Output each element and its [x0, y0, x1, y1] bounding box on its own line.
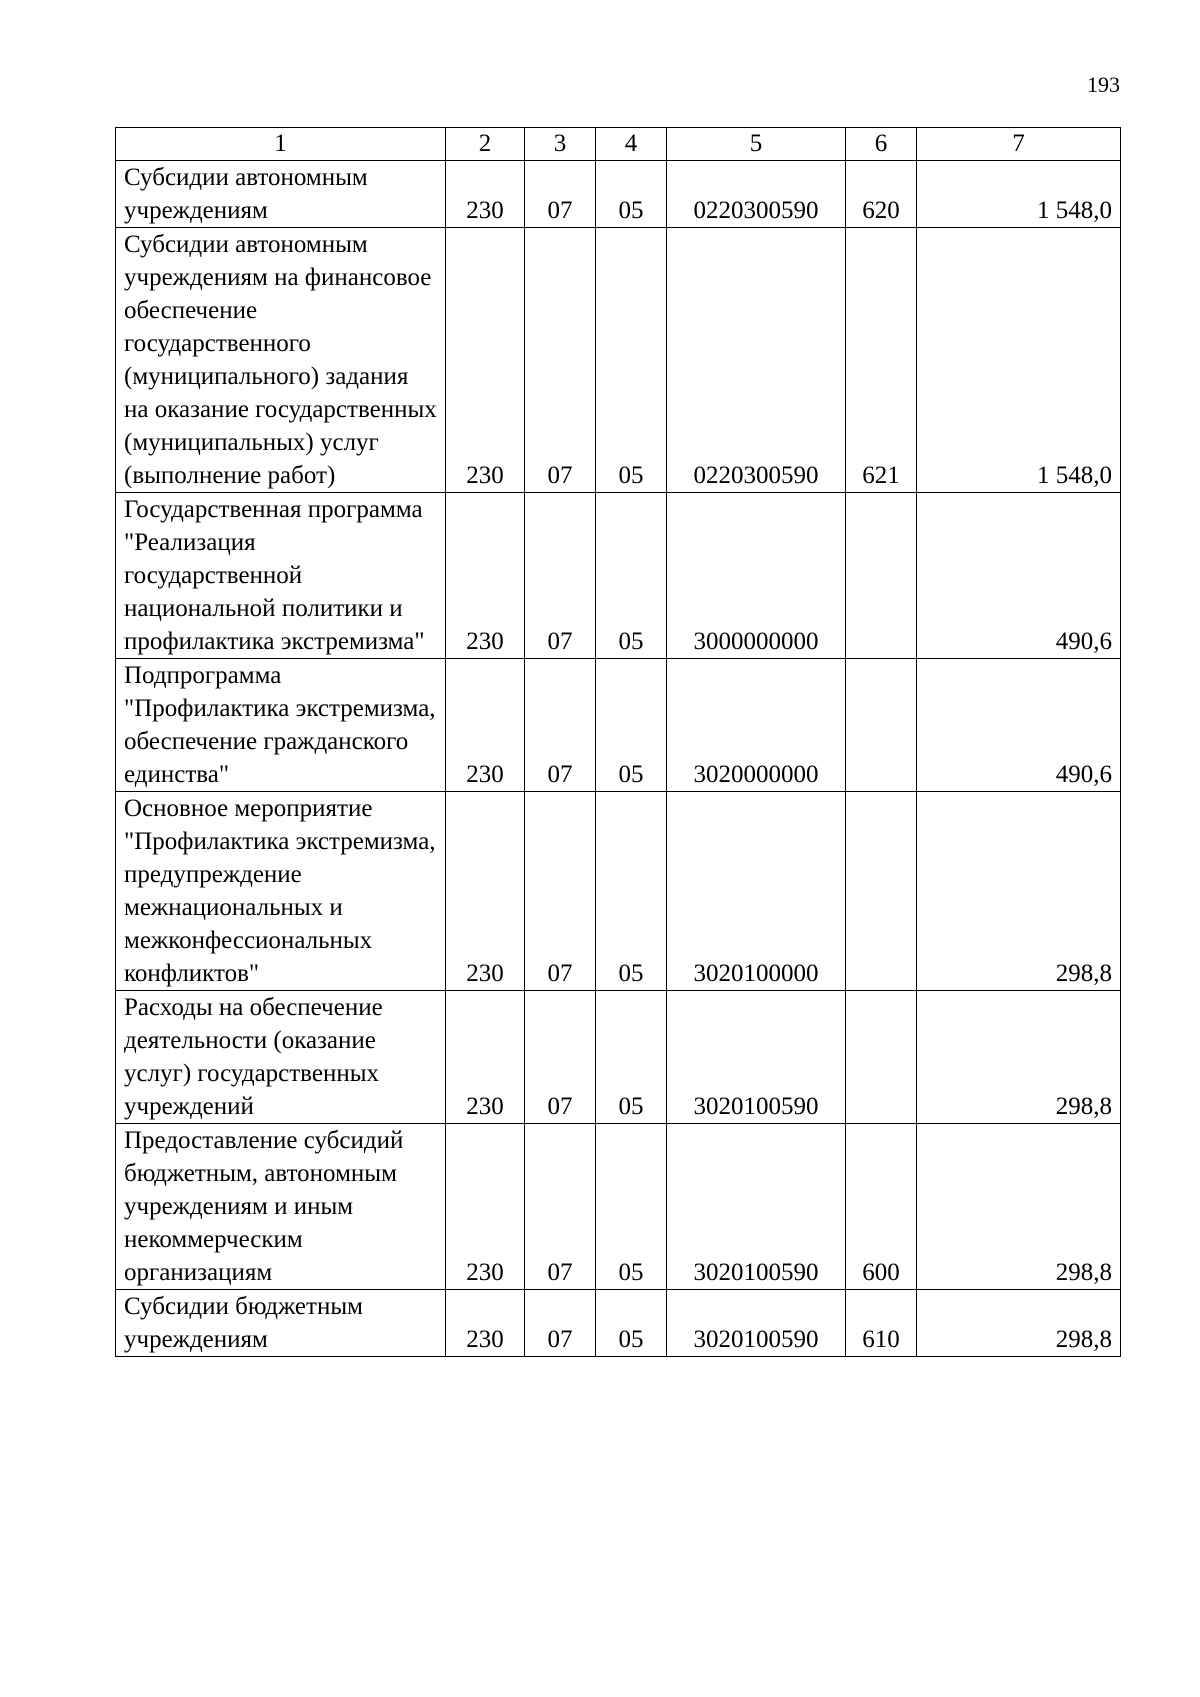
row-code-5: 3020000000 [667, 659, 846, 792]
row-code-5: 3000000000 [667, 493, 846, 659]
row-amount: 490,6 [917, 659, 1121, 792]
row-code-6: 620 [846, 161, 917, 228]
row-name: Субсидии автономным учреждениям на финансовое обеспечение государственного (муниципального) задания на оказание государственных (муниципальных) услуг (выполнение работ) [116, 228, 446, 493]
row-code-3: 07 [525, 493, 596, 659]
row-code-3: 07 [525, 1290, 596, 1357]
row-name: Предоставление субсидий бюджетным, автономным учреждениям и иным некоммерческим организациям [116, 1124, 446, 1290]
row-code-6 [846, 659, 917, 792]
row-code-3: 07 [525, 228, 596, 493]
table-row [116, 1290, 1121, 1357]
row-name: Субсидии бюджетным учреждениям [116, 1290, 446, 1357]
row-code-3: 07 [525, 991, 596, 1124]
row-code-6 [846, 792, 917, 991]
row-code-2: 230 [446, 1124, 525, 1290]
table-row [116, 659, 1121, 792]
row-code-5: 3020100590 [667, 1290, 846, 1357]
table-row [116, 991, 1121, 1124]
row-amount: 298,8 [917, 1124, 1121, 1290]
row-amount: 490,6 [917, 493, 1121, 659]
header-col-1: 1 [116, 128, 446, 161]
row-amount: 298,8 [917, 991, 1121, 1124]
table-row [116, 228, 1121, 493]
header-col-3: 3 [525, 128, 596, 161]
row-code-4: 05 [596, 1124, 667, 1290]
row-code-5: 3020100590 [667, 991, 846, 1124]
row-code-3: 07 [525, 659, 596, 792]
row-code-4: 05 [596, 493, 667, 659]
row-amount: 298,8 [917, 1290, 1121, 1357]
row-code-5: 3020100590 [667, 1124, 846, 1290]
row-code-4: 05 [596, 228, 667, 493]
row-amount: 1 548,0 [917, 161, 1121, 228]
row-code-4: 05 [596, 1290, 667, 1357]
row-code-3: 07 [525, 1124, 596, 1290]
header-col-6: 6 [846, 128, 917, 161]
row-amount: 298,8 [917, 792, 1121, 991]
row-code-2: 230 [446, 161, 525, 228]
table-row [116, 1124, 1121, 1290]
table-row [116, 493, 1121, 659]
row-code-6: 600 [846, 1124, 917, 1290]
row-code-2: 230 [446, 991, 525, 1124]
row-code-4: 05 [596, 161, 667, 228]
row-code-6: 621 [846, 228, 917, 493]
budget-table [115, 127, 1121, 1357]
row-code-6: 610 [846, 1290, 917, 1357]
row-amount: 1 548,0 [917, 228, 1121, 493]
header-col-4: 4 [596, 128, 667, 161]
header-col-7: 7 [917, 128, 1121, 161]
row-name: Государственная программа "Реализация государственной национальной политики и профилактика экстремизма" [116, 493, 446, 659]
row-code-5: 3020100000 [667, 792, 846, 991]
row-code-4: 05 [596, 659, 667, 792]
row-name: Основное мероприятие "Профилактика экстремизма, предупреждение межнациональных и межконфессиональных конфликтов" [116, 792, 446, 991]
row-code-4: 05 [596, 792, 667, 991]
row-code-2: 230 [446, 659, 525, 792]
table-row [116, 161, 1121, 228]
row-code-2: 230 [446, 792, 525, 991]
page-number: 193 [1087, 72, 1120, 97]
row-code-4: 05 [596, 991, 667, 1124]
row-code-6 [846, 991, 917, 1124]
row-name: Подпрограмма "Профилактика экстремизма, обеспечение гражданского единства" [116, 659, 446, 792]
row-code-3: 07 [525, 792, 596, 991]
header-col-5: 5 [667, 128, 846, 161]
header-row [116, 128, 1121, 161]
row-code-5: 0220300590 [667, 161, 846, 228]
row-code-2: 230 [446, 1290, 525, 1357]
row-code-2: 230 [446, 493, 525, 659]
header-col-2: 2 [446, 128, 525, 161]
table-row [116, 792, 1121, 991]
row-code-3: 07 [525, 161, 596, 228]
row-name: Субсидии автономным учреждениям [116, 161, 446, 228]
row-code-5: 0220300590 [667, 228, 846, 493]
row-code-6 [846, 493, 917, 659]
row-code-2: 230 [446, 228, 525, 493]
row-name: Расходы на обеспечение деятельности (оказание услуг) государственных учреждений [116, 991, 446, 1124]
